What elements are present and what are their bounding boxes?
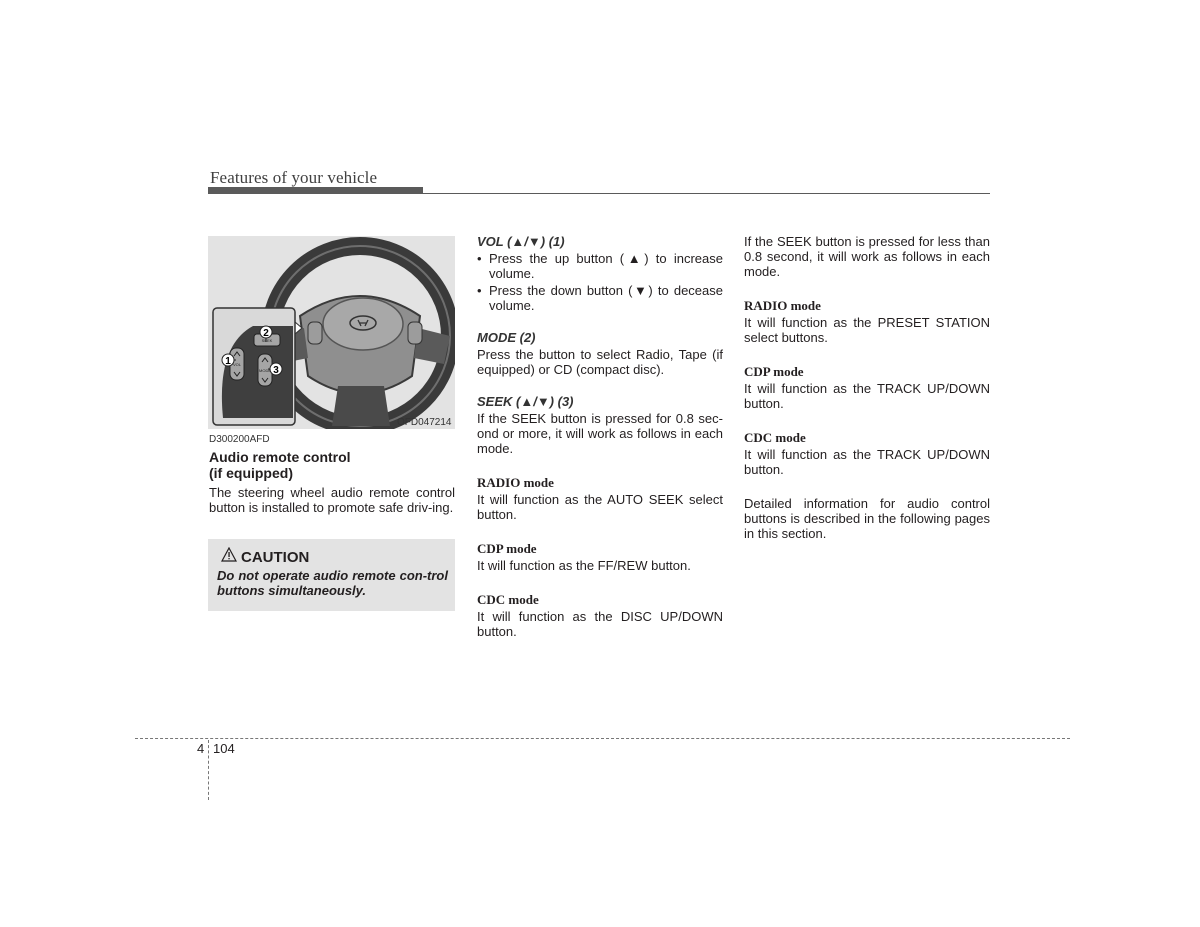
cdp-track-text: It will function as the TRACK UP/DOWN button. [744, 381, 990, 411]
steering-wheel-figure [208, 236, 455, 429]
cdc-mode-heading: CDC mode [477, 592, 539, 607]
footer-vertical-rule [208, 740, 209, 800]
detail-reference-text: Detailed information for audio control buttons is described in the following pages in this section. [744, 496, 990, 541]
mode-heading: MODE (2) [477, 330, 536, 345]
callout-2: 2 [263, 328, 269, 339]
mode-text: Press the button to select Radio, Tape (if equipped) or CD (compact disc). [477, 347, 723, 377]
section-title [209, 449, 351, 481]
intro-paragraph: The steering wheel audio remote control button is installed to promote safe driv-ing. [209, 485, 455, 515]
cdc-mode-text: It will function as the DISC UP/DOWN button. [477, 609, 723, 639]
short-press-intro: If the SEEK button is pressed for less than 0.8 second, it will work as follows in each mode. [744, 234, 990, 279]
cdp-mode-heading: CDP mode [477, 541, 537, 556]
cdp-mode-text: It will function as the FF/REW button. [477, 558, 691, 573]
vol-bullet-list [477, 251, 723, 313]
callout-3: 3 [273, 365, 279, 376]
callout-1: 1 [225, 356, 231, 367]
running-header: Features of your vehicle [210, 168, 378, 187]
seek-heading: SEEK (▲/▼) (3) [477, 394, 574, 409]
cdc-track-heading: CDC mode [744, 430, 806, 445]
radio-preset-text: It will function as the PRESET STATION select buttons. [744, 315, 990, 345]
section-title-line-1: Audio remote control [209, 449, 351, 465]
caution-text: Do not operate audio remote con-trol buttons simultaneously. [217, 568, 448, 598]
chapter-number: 4 [197, 741, 205, 756]
header-rule-thin [208, 193, 990, 194]
button-label-mode: MODE [259, 368, 271, 373]
vol-heading: VOL (▲/▼) (1) [477, 234, 565, 249]
section-title-line-2: (if equipped) [209, 465, 293, 481]
steering-wheel-illustration [208, 236, 455, 429]
radio-mode-text: It will function as the AUTO SEEK select button. [477, 492, 723, 522]
radio-preset-heading: RADIO mode [744, 298, 821, 313]
right-column [744, 234, 990, 541]
page-number: 104 [213, 741, 235, 756]
vol-bullet-up: • Press the up button (▲) to increase volume. [477, 251, 723, 281]
document-code: D300200AFD [209, 434, 270, 445]
seek-text: If the SEEK button is pressed for 0.8 sec-ond or more, it will work as follows in each mode. [477, 411, 723, 456]
cdp-track-heading: CDP mode [744, 364, 804, 379]
button-label-seek: SEEK [261, 338, 273, 343]
footer-dashed-rule [135, 738, 1070, 739]
figure-code: OFD047214 [397, 417, 452, 428]
radio-mode-heading: RADIO mode [477, 475, 554, 490]
vol-bullet-down: • Press the down button (▼) to decease volume. [477, 283, 723, 313]
middle-column [477, 234, 723, 639]
cdc-track-text: It will function as the TRACK UP/DOWN button. [744, 447, 990, 477]
caution-title: CAUTION [241, 549, 310, 566]
button-label-vol: VOL [232, 362, 242, 367]
warning-triangle-icon [221, 547, 237, 562]
